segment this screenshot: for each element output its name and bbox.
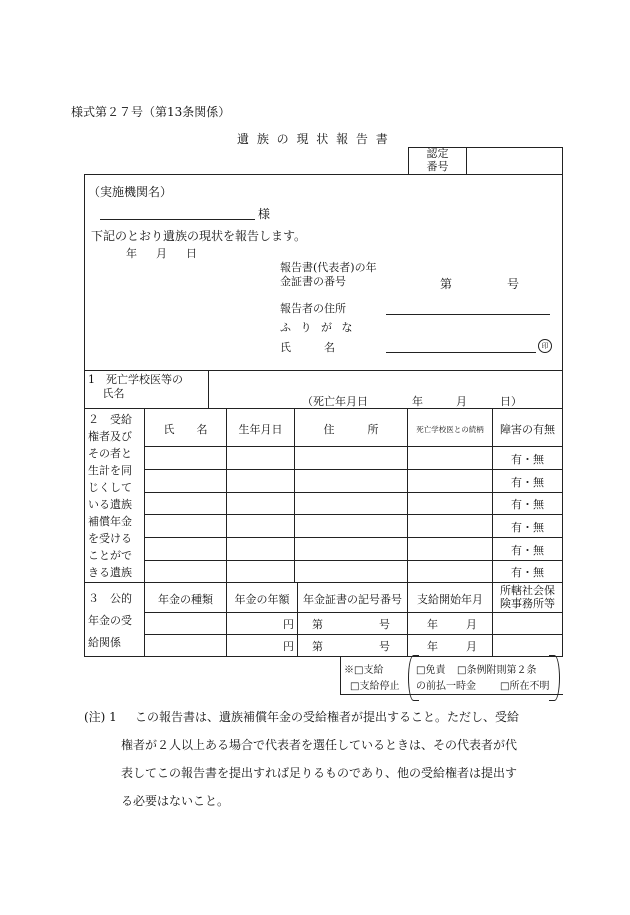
header-office: 所轄社会保 険事務所等	[500, 584, 555, 610]
footer-shozai[interactable]: □所在不明	[500, 681, 550, 692]
header-birthdate: 生年月日	[238, 423, 283, 436]
report-date: 年 月 日	[126, 247, 201, 260]
agency-name-field[interactable]	[100, 219, 255, 220]
note-prefix: (注) 1	[84, 710, 117, 724]
pension-cert-label: 報告書(代表者)の年 金証書の番号	[280, 261, 377, 288]
cert-go: 号	[379, 618, 390, 631]
header-pension-amount: 年金の年額	[234, 593, 290, 606]
note-line-3: 表してこの報告書を提出すれば足りるものであり、他の受給権者は提出す	[121, 766, 518, 780]
footer-mark: ※□支給	[344, 665, 384, 676]
header-relationship: 死亡学校医との続柄	[416, 425, 484, 434]
header-address: 住 所	[323, 423, 379, 436]
start-year: 年	[427, 618, 438, 631]
name-field[interactable]	[386, 352, 536, 353]
footer-menseki[interactable]: □免責	[416, 665, 446, 676]
pension-cert-go: 号	[507, 277, 520, 291]
page-title: 遺 族 の 現 状 報 告 書	[237, 132, 390, 146]
cert-dai: 第	[312, 640, 323, 653]
seal-mark: 印	[538, 339, 552, 353]
footer-maebarai: の前払一時金	[416, 681, 476, 692]
footer-shikyu-teishi[interactable]: □支給停止	[350, 681, 400, 692]
footer-jorei[interactable]: □条例附則第２条	[457, 665, 537, 676]
disability-option[interactable]: 有・無	[511, 544, 544, 557]
start-year: 年	[427, 640, 438, 653]
note-line-4: る必要はないこと。	[121, 794, 230, 808]
header-pension-type: 年金の種類	[158, 593, 213, 606]
address-field[interactable]	[386, 314, 550, 315]
furigana-label: ふ り が な	[280, 321, 356, 334]
header-disability: 障害の有無	[500, 423, 555, 436]
name-label: 氏 名	[280, 341, 335, 354]
disability-option[interactable]: 有・無	[511, 498, 544, 511]
deceased-name-field[interactable]	[212, 372, 557, 390]
section2-label: ２ 受給 権者及び その者と 生計を同 じくして いる遺族 補償年金 を受ける ことがで きる遺族	[88, 413, 132, 579]
disability-option[interactable]: 有・無	[511, 476, 544, 489]
note-line-2: 権者が２人以上ある場合で代表者を選任しているときは、その代表者が代	[121, 738, 518, 752]
start-month: 月	[466, 640, 477, 653]
yen-label: 円	[283, 618, 294, 631]
sama-label: 様	[258, 207, 271, 221]
disability-option[interactable]: 有・無	[511, 453, 544, 466]
form-number: 様式第２７号（第13条関係）	[71, 105, 231, 119]
deceased-name-label: 1 死亡学校医等の 氏名	[88, 373, 183, 400]
disability-option[interactable]: 有・無	[511, 521, 544, 534]
cert-number-label: 認定 番号	[426, 147, 449, 173]
agency-name-label: （実施機関名）	[88, 185, 173, 199]
section3-label: ３ 公的 年金の受 給関係	[88, 592, 132, 649]
header-cert-number: 年金証書の記号番号	[303, 593, 402, 606]
header-start-date: 支給開始年月	[417, 593, 483, 606]
death-date: （死亡年月日 年 月 日）	[302, 395, 522, 408]
report-statement: 下記のとおり遺族の現状を報告します。	[91, 229, 307, 243]
start-month: 月	[466, 618, 477, 631]
cert-dai: 第	[312, 618, 323, 631]
yen-label: 円	[283, 640, 294, 653]
cert-number-field[interactable]	[468, 149, 560, 171]
pension-cert-dai: 第	[440, 277, 453, 291]
cert-go: 号	[379, 640, 390, 653]
header-name: 氏 名	[163, 423, 208, 436]
note-line-1: この報告書は、遺族補償年金の受給権者が提出すること。ただし、受給	[135, 710, 520, 724]
address-label: 報告者の住所	[280, 302, 346, 315]
disability-option[interactable]: 有・無	[511, 566, 544, 579]
paren-right	[549, 655, 560, 701]
